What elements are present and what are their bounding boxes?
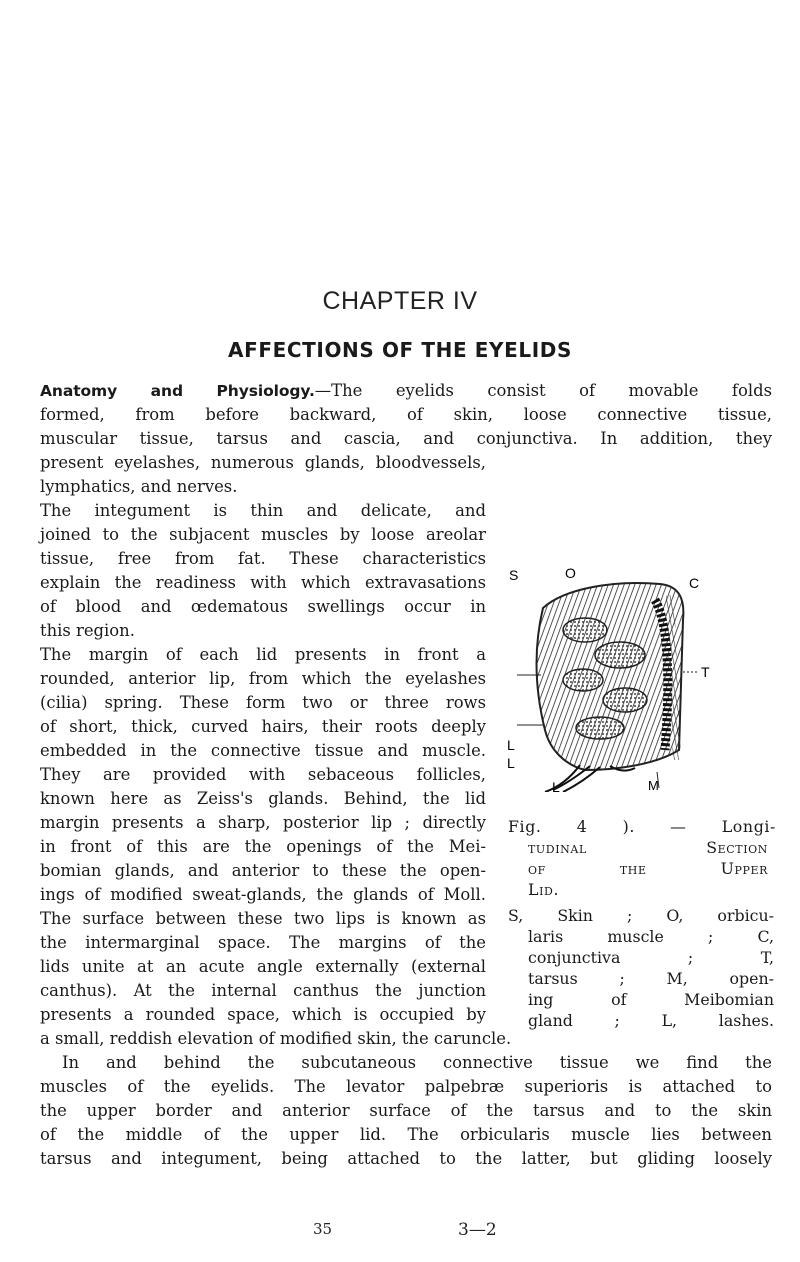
body-line-33: tarsus and integument, being attached to the latter, but gliding loosely xyxy=(40,1149,772,1168)
figure-legend-line-1: S, Skin ; O, orbicu- xyxy=(508,906,774,925)
body-line-10: of blood and œdematous swellings occur in xyxy=(40,597,486,616)
body-line-1 xyxy=(40,379,772,403)
gland-shape xyxy=(595,642,645,668)
figure-label-o: O xyxy=(565,565,576,581)
body-text: —The eyelids consist of movable folds xyxy=(314,381,772,400)
body-line-24: the intermarginal space. The margins of the xyxy=(40,933,486,952)
figure-label-c: C xyxy=(689,575,700,591)
body-line-26: canthus). At the internal canthus the junction xyxy=(40,981,486,1000)
gland-shape xyxy=(576,717,624,739)
lash-shape xyxy=(563,767,600,792)
figure-legend-line-3: conjunctiva ; T, xyxy=(528,948,774,967)
chapter-title: AFFECTIONS OF THE EYELIDS xyxy=(228,338,572,362)
page-number: 35 xyxy=(313,1220,333,1238)
body-line-28: a small, reddish elevation of modified skin, the caruncle. xyxy=(40,1029,512,1048)
figure-caption-line-2: tudinal Section xyxy=(528,838,768,857)
body-line-15: of short, thick, curved hairs, their roots deeply xyxy=(40,717,486,736)
figure-legend-line-4: tarsus ; M, open- xyxy=(528,969,774,988)
body-line-3: muscular tissue, tarsus and cascia, and conjunctiva. In addition, they xyxy=(40,429,772,448)
body-line-12: The margin of each lid presents in front a xyxy=(40,645,486,664)
body-line-18: known here as Zeiss's glands. Behind, the lid xyxy=(40,789,486,808)
figure-lid-section xyxy=(505,560,783,796)
signature-mark: 3—2 xyxy=(458,1220,497,1240)
body-line-2: formed, from before backward, of skin, loose connective tissue, xyxy=(40,405,772,424)
body-line-13: rounded, anterior lip, from which the eyelashes xyxy=(40,669,486,688)
body-line-23: The surface between these two lips is known as xyxy=(40,909,486,928)
body-line-31: the upper border and anterior surface of the tarsus and to the skin xyxy=(40,1101,772,1120)
figure-label-t: T xyxy=(701,664,710,680)
body-line-20: in front of this are the openings of the Mei- xyxy=(40,837,486,856)
body-line-4: present eyelashes, numerous glands, bloodvessels, xyxy=(40,453,486,472)
body-line-11: this region. xyxy=(40,621,135,640)
body-line-17: They are provided with sebaceous follicles, xyxy=(40,765,486,784)
body-line-30: muscles of the eyelids. The levator palpebræ superioris is attached to xyxy=(40,1077,772,1096)
figure-caption-line-4: Lid. xyxy=(528,880,560,899)
gland-shape xyxy=(563,669,603,691)
lid-section-illustration xyxy=(505,560,783,792)
figure-label-l-lower: L xyxy=(507,755,515,771)
body-line-29: In and behind the subcutaneous connective tissue we find the xyxy=(62,1053,772,1072)
figure-label-s: S xyxy=(509,567,519,583)
body-line-27: presents a rounded space, which is occupied by xyxy=(40,1005,486,1024)
body-line-6: The integument is thin and delicate, and xyxy=(40,501,486,520)
body-line-9: explain the readiness with which extravasations xyxy=(40,573,486,592)
body-line-19: margin presents a sharp, posterior lip ; directly xyxy=(40,813,486,832)
figure-legend-line-5: ing of Meibomian xyxy=(528,990,774,1009)
figure-caption-line-3: of the Upper xyxy=(528,859,768,878)
body-line-16: embedded in the connective tissue and muscle. xyxy=(40,741,486,760)
figure-label-l-bottom: L xyxy=(552,779,560,792)
body-line-25: lids unite at an acute angle externally (external xyxy=(40,957,486,976)
figure-caption-line-1: Fig. 4 ). — Longi- xyxy=(508,817,776,836)
figure-legend-line-2: laris muscle ; C, xyxy=(528,927,774,946)
chapter-heading: CHAPTER IV xyxy=(322,287,478,315)
figure-label-l-upper: L xyxy=(507,737,515,753)
body-line-14: (cilia) spring. These form two or three rows xyxy=(40,693,486,712)
gland-shape xyxy=(563,618,607,642)
body-line-21: bomian glands, and anterior to these the open- xyxy=(40,861,486,880)
figure-label-m: M xyxy=(648,778,659,792)
body-line-22: ings of modified sweat-glands, the glands of Moll. xyxy=(40,885,486,904)
gland-shape xyxy=(603,688,647,712)
body-line-7: joined to the subjacent muscles by loose areolar xyxy=(40,525,486,544)
body-line-5: lymphatics, and nerves. xyxy=(40,477,238,496)
lead-in-heading: Anatomy and Physiology. xyxy=(40,382,315,400)
figure-legend-line-6: gland ; L, lashes. xyxy=(528,1011,774,1030)
body-line-8: tissue, free from fat. These characteristics xyxy=(40,549,486,568)
body-line-32: of the middle of the upper lid. The orbicularis muscle lies between xyxy=(40,1125,772,1144)
